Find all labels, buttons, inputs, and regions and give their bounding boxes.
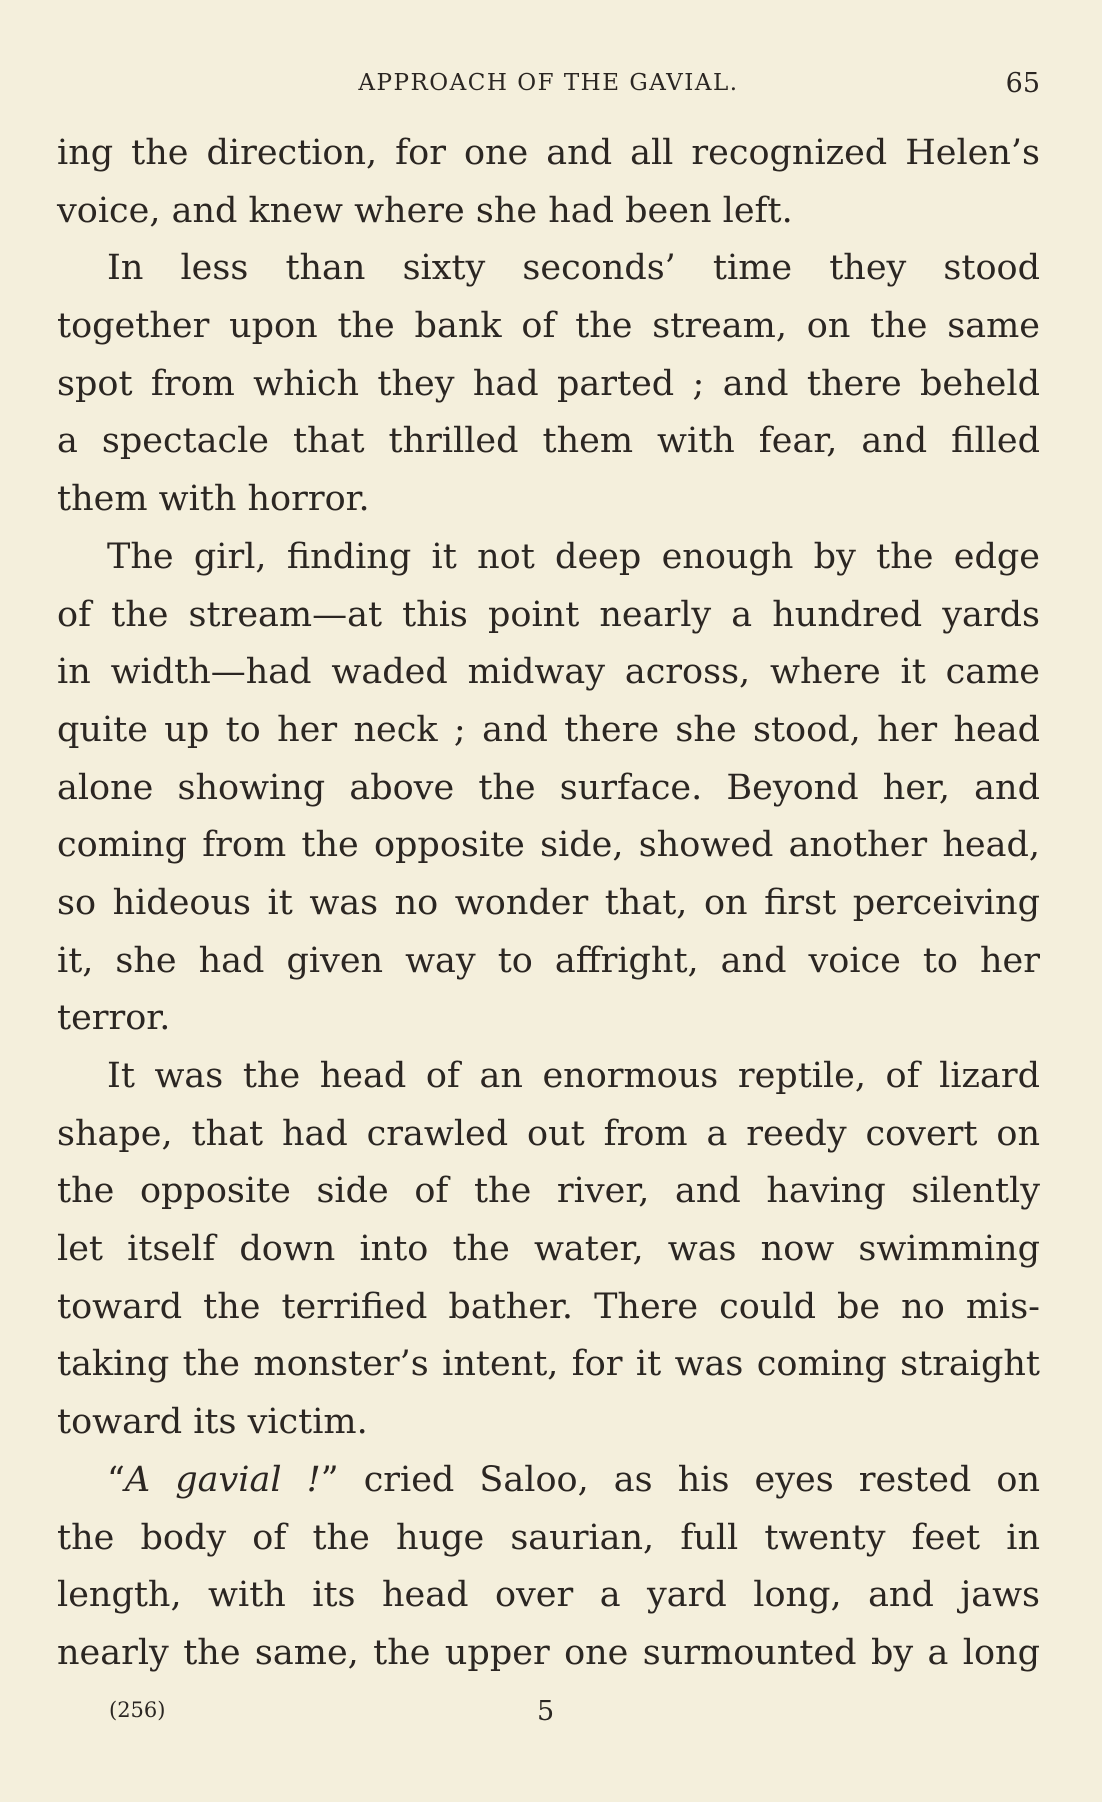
running-title: APPROACH OF THE GAVIAL. xyxy=(358,70,739,96)
text-line: coming from the opposite side, showed another head, xyxy=(57,825,1040,866)
text-line: length, with its head over a yard long, and jaws xyxy=(57,1575,1040,1616)
text-line: the opposite side of the river, and having silently xyxy=(57,1171,1040,1212)
text-line: toward the terrified bather. There could be no mis- xyxy=(57,1286,1040,1327)
text-line: The girl, finding it not deep enough by the edge xyxy=(107,536,1040,577)
text-line: them with horror. xyxy=(57,479,370,520)
text-line: nearly the same, the upper one surmounted by a long xyxy=(57,1632,1040,1673)
text-line: “A gavial !” cried Saloo, as his eyes rested on xyxy=(107,1459,1041,1500)
text-line: in width—had waded midway across, where it came xyxy=(57,652,1040,693)
text-line: It was the head of an enormous reptile, of lizard xyxy=(107,1056,1040,1096)
signature-number: 5 xyxy=(537,1696,555,1727)
text-line: the body of the huge saurian, full twenty feet in xyxy=(57,1517,1040,1558)
text-line: ing the direction, for one and all recognized Helen’s xyxy=(57,133,1040,173)
text-line: voice, and knew where she had been left. xyxy=(57,190,793,231)
text-line: it, she had given way to affright, and voice to her xyxy=(57,940,1040,981)
text-line: In less than sixty seconds’ time they stood xyxy=(107,248,1040,289)
page-number: 65 xyxy=(1005,68,1040,99)
running-head xyxy=(57,66,1040,102)
text-line: shape, that had crawled out from a reedy covert on xyxy=(57,1113,1040,1154)
page-footer xyxy=(57,1696,1040,1736)
text-line: terror. xyxy=(57,998,171,1039)
text-line: toward its victim. xyxy=(57,1402,368,1443)
text-line: of the stream—at this point nearly a hundred yards xyxy=(57,594,1040,635)
text-line: alone showing above the surface. Beyond her, and xyxy=(57,767,1040,808)
text-line: a spectacle that thrilled them with fear, and filled xyxy=(57,421,1040,462)
text-line: let itself down into the water, was now swimming xyxy=(57,1229,1040,1270)
text-line: spot from which they had parted ; and there beheld xyxy=(57,363,1040,404)
text-line: taking the monster’s intent, for it was coming straight xyxy=(57,1344,1040,1385)
text-line: quite up to her neck ; and there she stood, her head xyxy=(57,709,1040,750)
text-line: together upon the bank of the stream, on the same xyxy=(57,306,1040,347)
signature-mark: (256) xyxy=(109,1698,166,1722)
body-text xyxy=(57,125,1040,1683)
italic-exclamation: A gavial ! xyxy=(124,1459,321,1500)
text-line: so hideous it was no wonder that, on first perceiving xyxy=(57,882,1040,923)
